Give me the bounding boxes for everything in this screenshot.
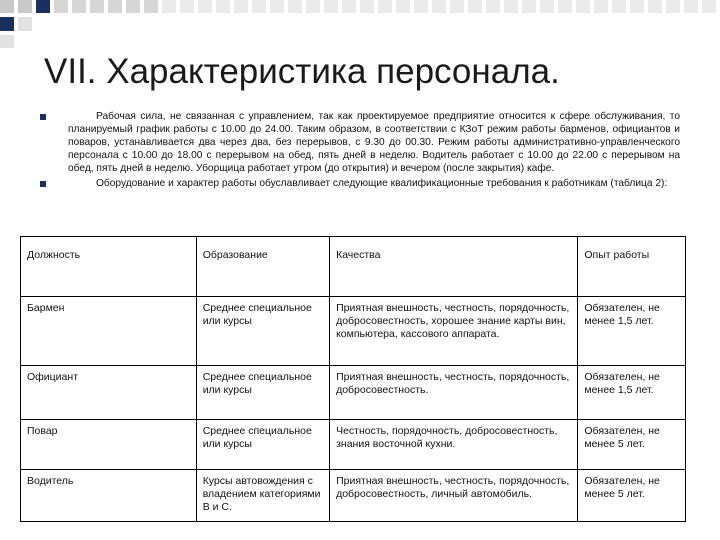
table-cell: Приятная внешность, честность, порядочность, добросовестность, хорошее знание карты вин, компьютера, кассового аппарата. <box>330 297 578 366</box>
table-cell: Среднее специальное или курсы <box>196 366 329 420</box>
table-cell: Обязателен, не менее 5 лет. <box>578 470 686 522</box>
decor-square <box>198 0 212 13</box>
decor-square <box>324 0 338 13</box>
header-cell: Качества <box>330 237 578 297</box>
table-cell: Водитель <box>21 470 197 522</box>
decor-square <box>540 0 554 13</box>
bullet-text: Оборудование и характер работы обуславливает следующие квалификационные требования к работникам (таблица 2): <box>96 178 668 189</box>
bullet-list <box>40 110 680 190</box>
decor-square <box>54 0 68 13</box>
decor-square <box>468 0 482 13</box>
decor-square <box>612 0 626 13</box>
bullet-item <box>40 110 680 175</box>
qualification-table <box>20 236 686 522</box>
decor-square <box>216 0 230 13</box>
decor-square <box>162 0 176 13</box>
bullet-square-icon <box>40 181 46 187</box>
table-cell: Честность, порядочность, добросовестность, знания восточной кухни. <box>330 420 578 470</box>
table-cell: Приятная внешность, честность, порядочность, добросовестность. <box>330 366 578 420</box>
table-row <box>21 366 686 420</box>
decor-square <box>522 0 536 13</box>
decor-square <box>18 17 32 31</box>
decor-square <box>360 0 374 13</box>
table-row <box>21 470 686 522</box>
decor-square <box>0 17 14 31</box>
table-cell: Среднее специальное или курсы <box>196 420 329 470</box>
decor-square <box>144 0 158 13</box>
decor-square <box>630 0 644 13</box>
table-header-row <box>21 237 686 297</box>
decor-square <box>90 0 104 13</box>
decor-square <box>414 0 428 13</box>
decor-square <box>234 0 248 13</box>
decor-square <box>306 0 320 13</box>
page-title: VII. Характеристика персонала. <box>44 52 560 91</box>
decor-square <box>594 0 608 13</box>
decor-square <box>702 0 716 13</box>
decor-square <box>396 0 410 13</box>
decor-square <box>666 0 680 13</box>
decor-square <box>684 0 698 13</box>
table-cell: Курсы автовождения с владением категориями В и С. <box>196 470 329 522</box>
table-cell: Приятная внешность, честность, порядочность, добросовестность, личный автомобиль. <box>330 470 578 522</box>
decor-square <box>558 0 572 13</box>
decor-square <box>450 0 464 13</box>
table-cell: Бармен <box>21 297 197 366</box>
decor-square <box>432 0 446 13</box>
table-cell: Обязателен, не менее 5 лет. <box>578 420 686 470</box>
decor-square <box>0 35 14 48</box>
decor-square <box>648 0 662 13</box>
header-cell: Опыт работы <box>578 237 686 297</box>
decor-square <box>72 0 86 13</box>
decor-square <box>180 0 194 13</box>
bullet-text: Рабочая сила, не связанная с управлением, так как проектируемое предприятие относится к сфере обслуживания, то планируемый график работы с 10.00 до 24.00. Таким образом, в соответствии с КЗоТ режим работы барменов, официантов и поваров, устанавливается два через два, без перерывов, с 9.30 до 00.30. Режим работы административно-управленческого персонала с 10.00 до 18.00 с перерывом на обед, пять дней в неделю. Водитель работает с 10.00 до 22.00 с перерывом на обед, пять дней в неделю. Уборщица работает утром (до открытия) и вечером (после закрытия) кафе. <box>68 111 680 174</box>
header-cell: Образование <box>196 237 329 297</box>
table-cell: Обязателен, не менее 1,5 лет. <box>578 297 686 366</box>
decor-square <box>486 0 500 13</box>
decor-square <box>126 0 140 13</box>
header-cell: Должность <box>21 237 197 297</box>
decor-square <box>342 0 356 13</box>
decor-square <box>252 0 266 13</box>
table-cell: Официант <box>21 366 197 420</box>
table-cell: Обязателен, не менее 1,5 лет. <box>578 366 686 420</box>
table-row <box>21 420 686 470</box>
decor-square <box>576 0 590 13</box>
table-row <box>21 297 686 366</box>
decor-square <box>270 0 284 13</box>
top-square-row <box>0 0 720 14</box>
decor-square <box>288 0 302 13</box>
decor-square <box>378 0 392 13</box>
decor-square <box>504 0 518 13</box>
bullet-item <box>40 177 680 190</box>
decor-square <box>108 0 122 13</box>
bullet-square-icon <box>40 114 46 120</box>
table-cell: Повар <box>21 420 197 470</box>
table-cell: Среднее специальное или курсы <box>196 297 329 366</box>
